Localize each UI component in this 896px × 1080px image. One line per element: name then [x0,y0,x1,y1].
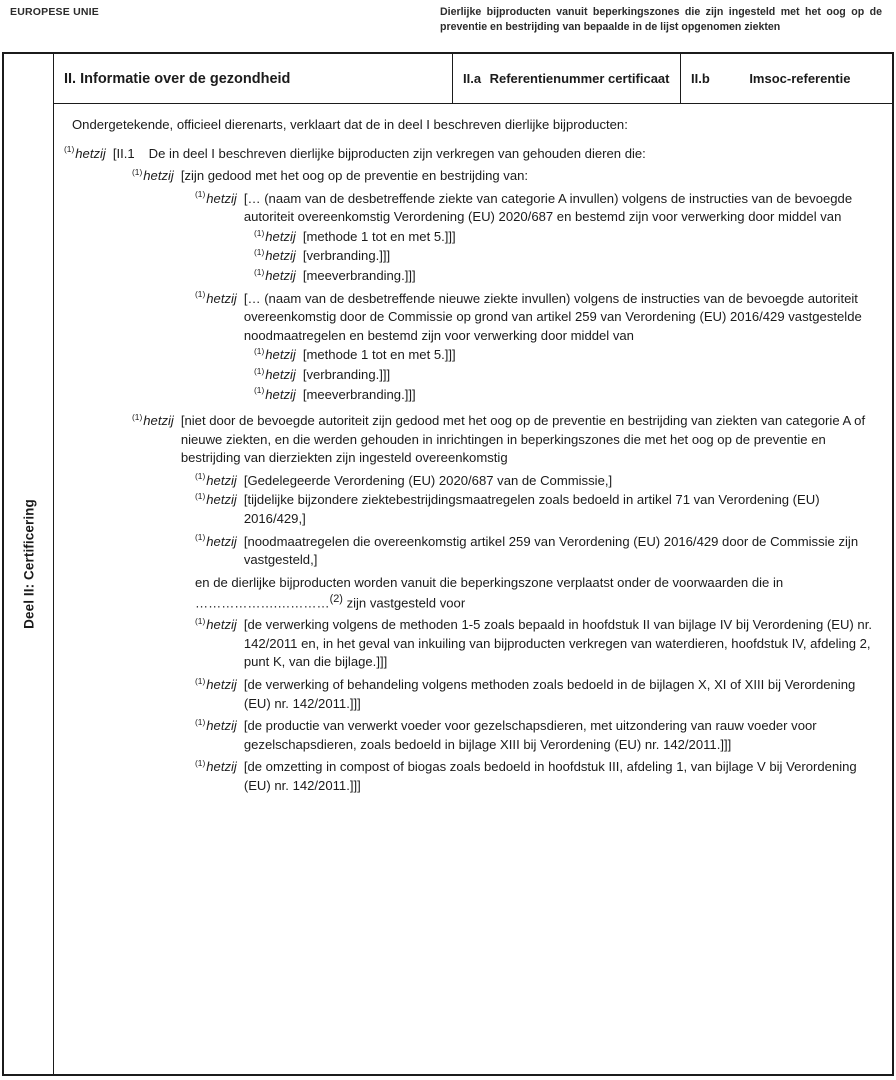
imsoc-reference-cell [680,54,892,103]
hetzij-word: hetzij [75,145,106,161]
clause-final-option-text: [de verwerking volgens de methoden 1-5 zoals bepaald in hoofdstuk II van bijlage IV bij Verordening (EU) nr. 142/2011 en, in het geval van inkuiling van bijproducten verkregen van waterdieren, hoofdstuk IV, afdeling 2, punt K, van die bijlage.]]] [243,617,872,670]
clause-not-killed [132,412,882,468]
clause-cat-a-option [254,267,882,286]
footnote-ref-1: (1) [132,411,143,422]
clause-legal-basis [195,472,882,491]
hetzij-marker-final-option [195,758,244,777]
clause-final-option [195,758,882,795]
clause-new-disease [195,290,882,346]
footnote-ref-1: (1) [64,144,75,155]
clause-ii-1-text [113,145,882,164]
hetzij-marker-option [254,267,303,286]
movement-conditions-paragraph [195,574,882,614]
declaration-intro: Ondergetekende, officieel dierenarts, verklaart dat de in deel I beschreven dierlijke bijproducten: [72,117,628,132]
certificate-body-column [54,54,892,1074]
hetzij-marker-option [254,228,303,247]
hetzij-marker-option [254,346,303,365]
clause-legal-basis [195,491,882,528]
clause-final-option [195,676,882,713]
clause-legal-basis-text: [noodmaatregelen die overeenkomstig artikel 259 van Verordening (EU) 2016/429 door de Commissie zijn vastgesteld,] [243,533,859,568]
clause-new-disease-option-text: [verbranding.]]] [302,366,391,382]
hetzij-marker-final-option [195,717,244,736]
footnote-ref-1: (1) [254,365,265,376]
section-title: II. Informatie over de gezondheid [64,70,291,87]
clause-new-disease-option [254,366,882,385]
hetzij-marker-legal-basis [195,491,244,510]
footnote-ref-1: (1) [254,346,265,356]
certificate-reference-cell [452,54,680,103]
hetzij-marker-not-killed [132,412,181,431]
certificate-content [54,104,892,1074]
banner-issuer-title: EUROPESE UNIE [10,6,99,18]
hetzij-marker-legal-basis [195,533,244,552]
document-banner [0,0,896,52]
clause-final-option-text: [de productie van verwerkt voeder voor gezelschapsdieren, met uitzondering van rauw voeder voor gezelschapsdieren, zoals bedoeld in bijlage XIII bij Verordening (EU) nr. 142/2011.]]] [243,718,817,752]
clause-category-a-text: [… (naam van de desbetreffende ziekte van categorie A invullen) volgens de instructies van de bevoegde autoriteit overeenkomstig Verordening (EU) 2020/687 en bestemd zijn voor verwerking door middel van [243,190,853,225]
hetzij-marker-option [254,366,303,385]
hetzij-marker-final-option [195,616,244,635]
clause-cat-a-option [254,228,882,247]
certificate-reference-code: II.a [463,71,482,86]
hetzij-marker-category-a [195,190,244,209]
hetzij-word: hetzij [206,492,237,508]
clause-new-disease-option [254,386,882,405]
clause-cat-a-option-text: [methode 1 tot en met 5.]]] [302,228,456,244]
clause-not-killed-text: [niet door de bevoegde autoriteit zijn gedood met het oog op de preventie en bestrijding van ziekten van categorie A of nieuwe ziekten, en die werden gehouden in inrichtingen in beperkingszones die met het oog op de preventie en bestrijding van dierziekten zijn ingesteld overeenkomstig [180,413,866,466]
hetzij-word: hetzij [265,248,296,264]
conditions-dots: ……………….………… [195,595,330,611]
footnote-ref-1: (1) [132,166,143,177]
hetzij-word: hetzij [265,228,296,244]
hetzij-word: hetzij [206,676,237,692]
hetzij-marker-new-disease [195,290,244,309]
hetzij-marker-ii-1 [64,145,113,164]
hetzij-word: hetzij [206,759,237,775]
footnote-ref-1: (1) [195,675,206,686]
footnote-ref-1: (1) [254,385,265,396]
movement-conditions-part2: zijn vastgesteld voor [346,595,466,611]
hetzij-marker-final-option [195,676,244,695]
footnote-ref-2: (2) [329,593,343,606]
clause-final-option-text: [de verwerking of behandeling volgens methoden zoals bedoeld in de bijlagen X, XI of XIII bij Verordening (EU) nr. 142/2011.]]] [243,676,856,711]
clause-new-disease-option-text: [meeverbranding.]]] [302,386,416,402]
hetzij-marker-killed [132,167,181,186]
footnote-ref-1: (1) [195,289,206,300]
footnote-ref-1: (1) [195,716,206,727]
banner-certificate-subject: Dierlijke bijproducten vanuit beperkingszones die zijn ingesteld met het oog op de preventie en bestrijding van bepaalde in de lijst opgenomen ziekten [440,6,882,34]
certificate-table [2,52,894,1076]
hetzij-word: hetzij [265,268,296,284]
hetzij-word: hetzij [206,290,237,306]
footnote-ref-1: (1) [254,266,265,277]
hetzij-word: hetzij [206,533,237,549]
clause-legal-basis [195,533,882,570]
imsoc-reference-label: Imsoc-referentie [749,70,851,86]
clause-new-disease-option [254,346,882,365]
clause-legal-basis-text: [Gedelegeerde Verordening (EU) 2020/687 van de Commissie,] [243,472,613,488]
clause-final-option [195,616,882,672]
conditions-fill-in-field[interactable] [195,596,330,611]
clause-new-disease-text: [… (naam van de desbetreffende nieuwe ziekte invullen) volgens de instructies van de bevoegde autoriteit overeenkomstig door de Commissie op grond van artikel 259 van Verordening (EU) 2016/429 vastgestelde noodmaatregelen en bestemd zijn voor verwerking door middel van [243,290,862,343]
clause-ii-1-code: [II.1 [112,145,135,161]
footnote-ref-1: (1) [195,471,206,482]
clause-final-option-text: [de omzetting in compost of biogas zoals bedoeld in hoofdstuk III, afdeling 1, van bijlage V bij Verordening (EU) nr. 142/2011.]]] [243,759,857,793]
clause-category-a [195,190,882,227]
hetzij-word: hetzij [206,472,237,488]
certificate-reference-label: Referentienummer certificaat [489,70,670,86]
footnote-ref-1: (1) [195,491,206,502]
imsoc-reference-code: II.b [691,71,710,86]
part-label-column [4,54,54,1074]
clause-cat-a-option [254,247,882,266]
hetzij-marker-option [254,386,303,405]
footnote-ref-1: (1) [254,247,265,258]
hetzij-word: hetzij [265,347,296,363]
hetzij-word: hetzij [206,718,237,734]
hetzij-word: hetzij [206,617,237,633]
clause-cat-a-option-text: [meeverbranding.]]] [302,268,416,284]
hetzij-word: hetzij [206,190,237,206]
hetzij-word: hetzij [143,413,174,429]
hetzij-word: hetzij [265,366,296,382]
footnote-ref-1: (1) [195,532,206,543]
part-label-vertical-text: Deel II: Certificering [21,499,36,629]
hetzij-word: hetzij [143,168,174,184]
clause-new-disease-option-text: [methode 1 tot en met 5.]]] [302,347,456,363]
clause-cat-a-option-text: [verbranding.]]] [302,248,391,264]
clause-ii-1-lead: De in deel I beschreven dierlijke bijproducten zijn verkregen van gehouden dieren die: [148,145,646,161]
clause-killed-text: [zijn gedood met het oog op de preventie en bestrijding van: [180,168,529,184]
spacer [64,405,882,412]
hetzij-marker-option [254,247,303,266]
footnote-ref-1: (1) [254,227,265,238]
footnote-ref-1: (1) [195,189,206,200]
hetzij-word: hetzij [265,386,296,402]
clause-final-option [195,717,882,754]
movement-conditions-part1: en de dierlijke bijproducten worden vanuit die beperkingszone verplaatst onder de voorwaarden die in [195,574,784,590]
clause-ii-1 [64,145,882,164]
footnote-ref-1: (1) [195,615,206,626]
certificate-header-row [54,54,892,104]
clause-legal-basis-text: [tijdelijke bijzondere ziektebestrijdingsmaatregelen zoals bedoeld in artikel 71 van Verordening (EU) 2016/429,] [243,492,820,526]
hetzij-marker-legal-basis [195,472,244,491]
footnote-ref-1: (1) [195,757,206,768]
clause-killed [132,167,882,186]
